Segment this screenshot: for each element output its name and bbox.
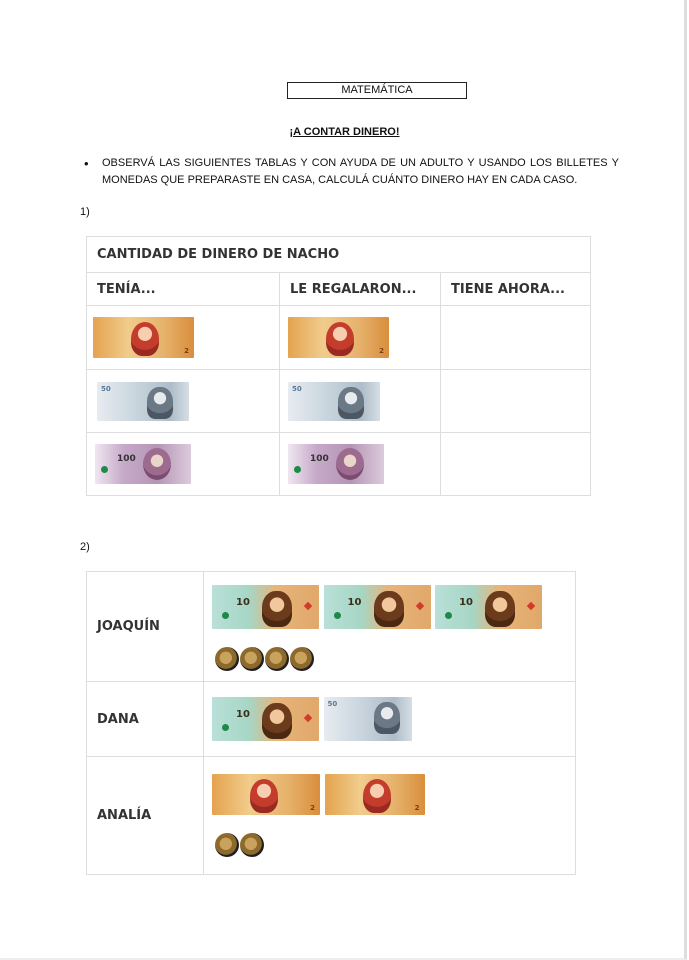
table-row (87, 757, 576, 875)
banknote-50-pesos: 50 (97, 382, 189, 421)
portrait-icon (147, 387, 173, 419)
portrait-icon (485, 591, 515, 627)
exercise-1-number: 1) (80, 206, 90, 218)
person-name-joaquin: JOAQUÍN (87, 572, 204, 682)
coin-icon (290, 647, 314, 671)
people-money-table (86, 571, 576, 875)
worksheet-title: ¡A CONTAR DINERO! (289, 126, 400, 138)
answer-cell[interactable] (441, 306, 591, 370)
table-row (87, 306, 591, 370)
coin-icon (240, 647, 264, 671)
subject-title: MATEMÁTICA (287, 82, 467, 99)
portrait-icon (143, 448, 171, 480)
coin-icon (265, 647, 289, 671)
portrait-icon (374, 591, 404, 627)
table-row (87, 572, 576, 682)
banknote-100-pesos: 100 (288, 444, 384, 484)
portrait-icon (338, 387, 364, 419)
nacho-money-table (86, 236, 591, 496)
portrait-icon (250, 779, 278, 813)
answer-cell[interactable] (441, 433, 591, 496)
portrait-icon (374, 702, 400, 734)
answer-cell[interactable] (441, 370, 591, 433)
portrait-icon (326, 322, 354, 356)
banknote-10-pesos: 10 (435, 585, 542, 629)
column-header-tiene-ahora: TIENE AHORA... (441, 273, 591, 306)
table-title: CANTIDAD DE DINERO DE NACHO (87, 237, 591, 273)
banknote-50-pesos: 50 (324, 697, 412, 741)
person-name-analia: ANALÍA (87, 757, 204, 875)
exercise-2-number: 2) (80, 541, 90, 553)
coin-icon (215, 647, 239, 671)
portrait-icon (262, 703, 292, 739)
banknote-50-pesos: 50 (288, 382, 380, 421)
table-row (87, 682, 576, 757)
portrait-icon (363, 779, 391, 813)
banknote-100-pesos: 100 (95, 444, 191, 484)
column-header-tenia: TENÍA... (87, 273, 280, 306)
banknote-2-pesos: 2 (325, 774, 425, 815)
banknote-10-pesos: 10 (212, 585, 319, 629)
banknote-2-pesos: 2 (288, 317, 389, 358)
table-row (87, 433, 591, 496)
portrait-icon (262, 591, 292, 627)
person-name-dana: DANA (87, 682, 204, 757)
bullet-icon: • (84, 156, 89, 171)
portrait-icon (336, 448, 364, 480)
banknote-2-pesos: 2 (212, 774, 320, 815)
portrait-icon (131, 322, 159, 356)
instructions-text: OBSERVÁ LAS SIGUIENTES TABLAS Y CON AYUDA DE UN ADULTO Y USANDO LOS BILLETES Y MONEDAS QUE PREPARASTE EN CASA, CALCULÁ CUÁNTO DINERO HAY EN CADA CASO. (102, 157, 619, 186)
column-header-regalaron: LE REGALARON... (280, 273, 441, 306)
coin-icon (240, 833, 264, 857)
table-row (87, 370, 591, 433)
coin-icon (215, 833, 239, 857)
banknote-2-pesos: 2 (93, 317, 194, 358)
banknote-10-pesos: 10 (212, 697, 319, 741)
banknote-10-pesos: 10 (324, 585, 431, 629)
